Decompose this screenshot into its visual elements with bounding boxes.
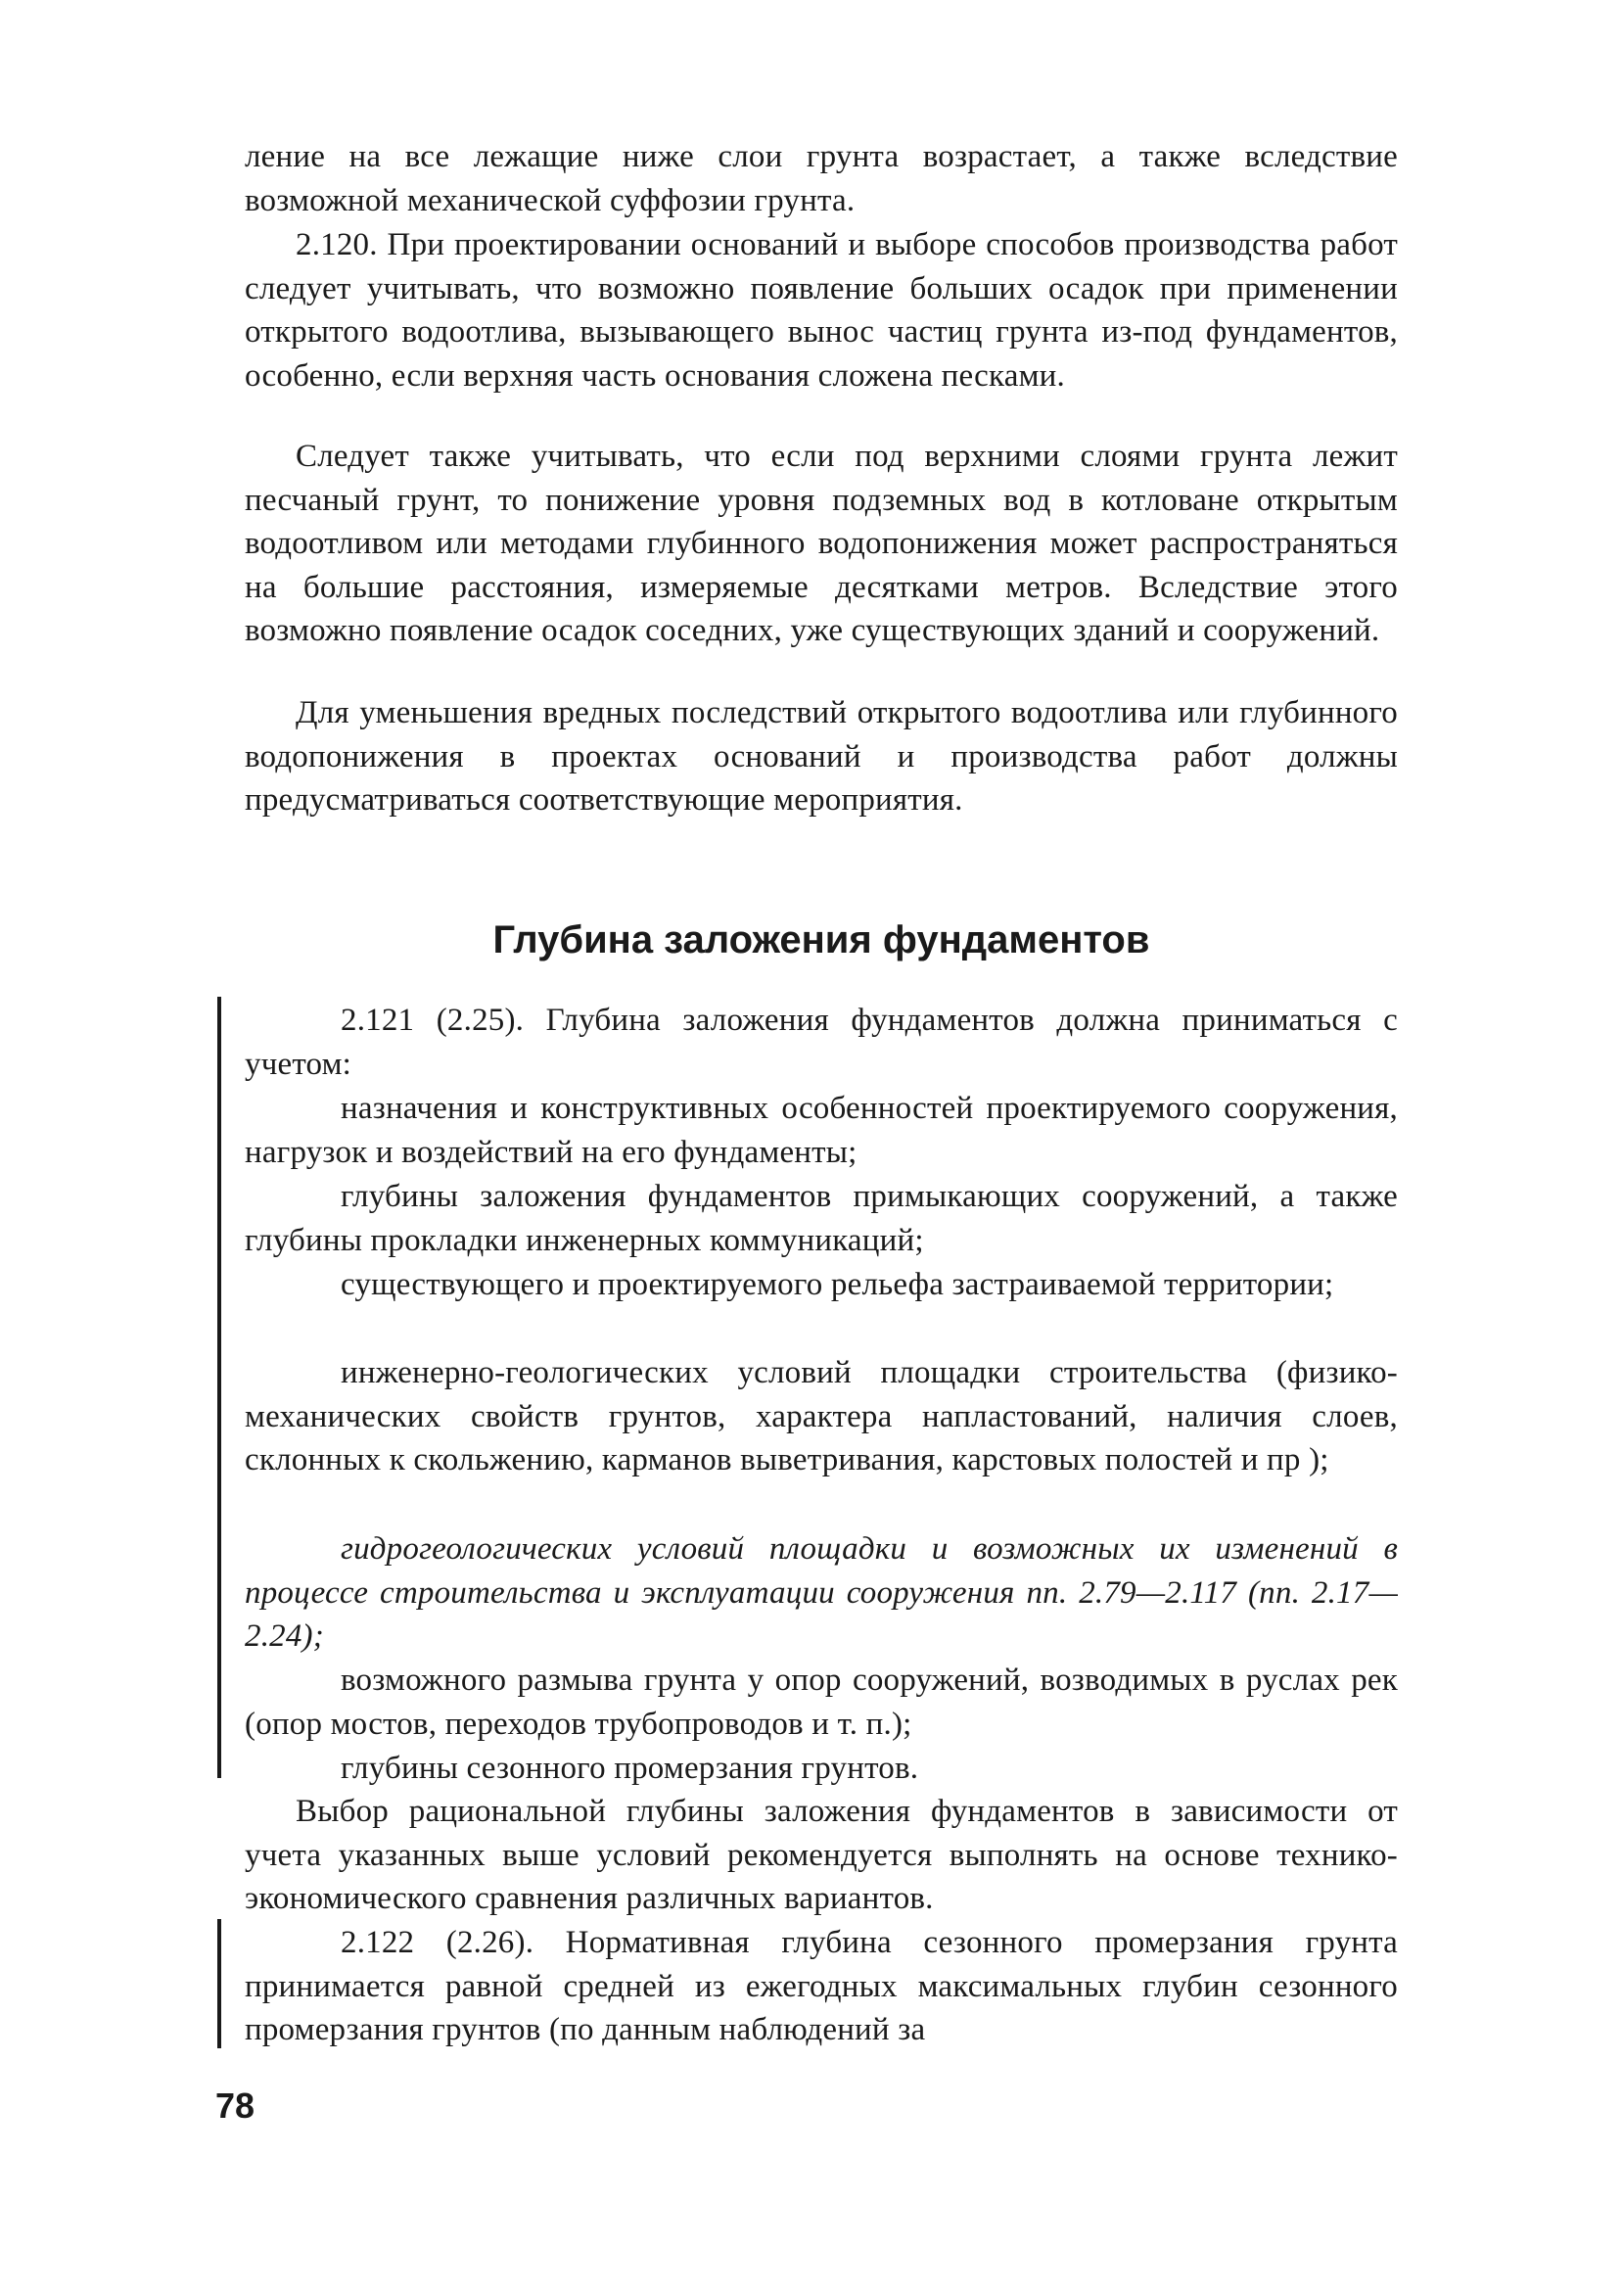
paragraph-continuation: ление на все лежащие ниже слои грунта возрастает, а также вследствие возможной механической суффозии грунта. <box>245 139 1398 218</box>
clause-2-121-item: возможного размыва грунта у опор сооружений, возводимых в руслах рек (опор мостов, переходов трубопроводов и т. п.); <box>245 1663 1398 1742</box>
paragraph-mitigation: Для уменьшения вредных последствий открытого водоотлива или глубинного водопонижения в проектах оснований и производства работ должны предусматриваться соответствующие мероприятия. <box>245 695 1398 819</box>
clause-2-122: 2.122 (2.26). Нормативная глубина сезонного промерзания грунта принимается равной средней из ежегодных максимальных глубин сезонного промерзания грунтов (по данным наблюдений за <box>245 1925 1398 2048</box>
paragraph-choice-depth: Выбор рациональной глубины заложения фундаментов в зависимости от учета указанных выше условий рекомендуется выполнять на основе технико-экономического сравнения различных вариантов. <box>245 1794 1398 1917</box>
clause-2-121-item: гидрогеологических условий площадки и возможных их изменений в процессе строительства и эксплуатации сооружения пп. 2.79—2.117 (пп. 2.17—2.24); <box>245 1531 1398 1655</box>
clause-2-121-item: глубины заложения фундаментов примыкающих сооружений, а также глубины прокладки инженерных коммуникаций; <box>245 1179 1398 1258</box>
clause-2-121-intro: 2.121 (2.25). Глубина заложения фундаментов должна приниматься с учетом: <box>245 1003 1398 1082</box>
margin-revision-bar <box>217 1919 221 2048</box>
clause-2-121-item: назначения и конструктивных особенностей проектируемого сооружения, нагрузок и воздействий на его фундаменты; <box>245 1091 1398 1170</box>
page-number: 78 <box>215 2085 255 2126</box>
paragraph-groundwater: Следует также учитывать, что если под верхними слоями грунта лежит песчаный грунт, то понижение уровня подземных вод в котловане открытым водоотливом или методами глубинного водопонижения может распространяться на большие расстояния, измеряемые десятками метров. Вследствие этого возможно появление осадок соседних, уже существующих зданий и сооружений. <box>245 439 1398 649</box>
section-heading: Глубина заложения фундаментов <box>492 918 1150 961</box>
margin-revision-bar <box>217 997 221 1778</box>
clause-2-121-item: существующего и проектируемого рельефа застраиваемой территории; <box>341 1267 1334 1302</box>
paragraph-2-120: 2.120. При проектировании оснований и выборе способов производства работ следует учитывать, что возможно появление больших осадок при применении открытого водоотлива, вызывающего вынос частиц грунта из-под фундаментов, особенно, если верхняя часть основания сложена песками. <box>245 227 1398 394</box>
clause-2-121-item: глубины сезонного промерзания грунтов. <box>341 1751 919 1786</box>
clause-2-121-item: инженерно-геологических условий площадки строительства (физико-механических свойств грунтов, характера напластований, наличия слоев, склонных к скольжению, карманов выветривания, карстовых полостей и пр ); <box>245 1355 1398 1478</box>
